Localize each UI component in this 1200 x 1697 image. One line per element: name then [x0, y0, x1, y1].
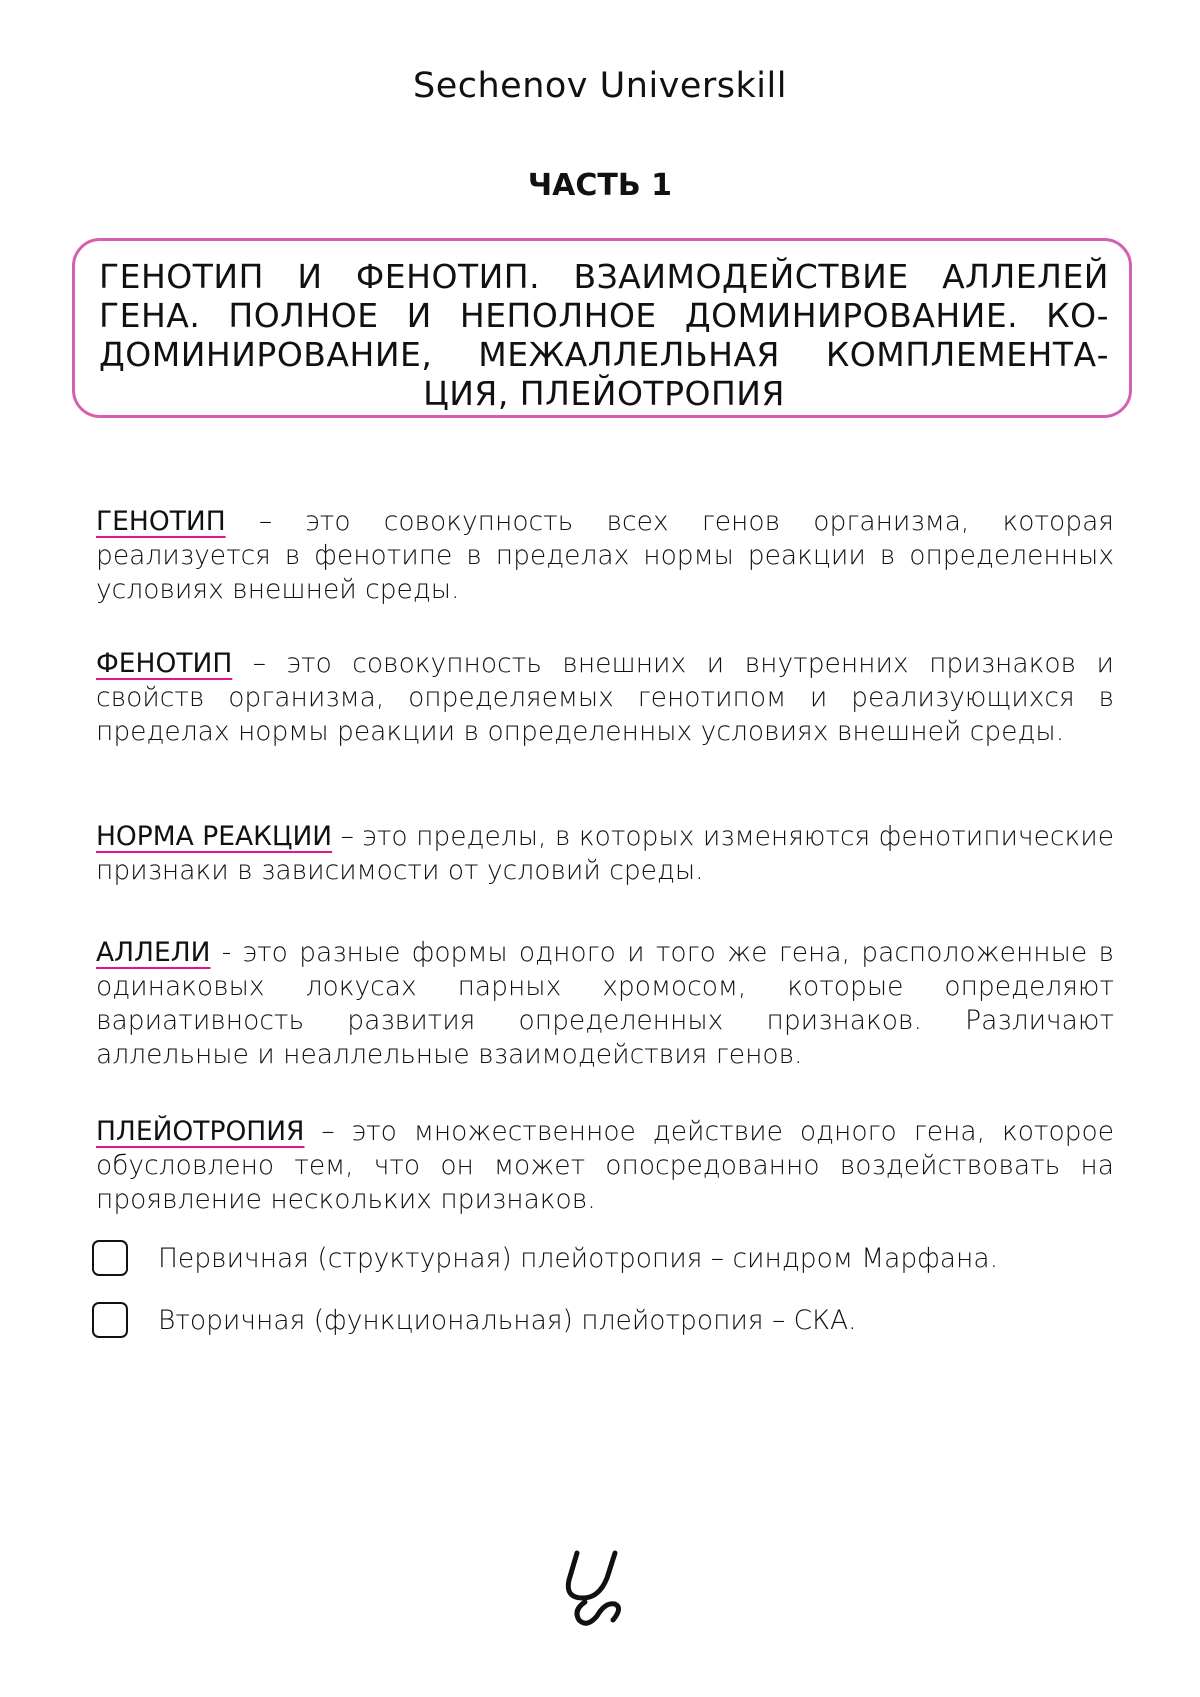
checklist-item[interactable] [92, 1302, 857, 1338]
checklist-item[interactable] [92, 1240, 998, 1276]
definition-phenotype [96, 647, 1114, 749]
definition-text: – это совокупность всех генов организма, которая реализуется в фенотипе в пределах нормы реакции в определенных условиях внешней среды. [96, 506, 1114, 605]
checkbox[interactable] [92, 1302, 128, 1338]
checklist-label: Вторичная (функциональная) плейотропия – СКА. [158, 1304, 857, 1336]
definition-term: АЛЛЕЛИ [96, 937, 211, 968]
definition-text: – это пределы, в которых изменяются фенотипические признаки в зависимости от условий среды. [96, 821, 1114, 886]
checklist-label: Первичная (структурная) плейотропия – синдром Марфана. [158, 1242, 999, 1274]
definition-pleiotropy [96, 1115, 1114, 1217]
definition-text: - это разные формы одного и того же гена, расположенные в одинаковых локусах парных хромосом, которые определяют вариативность развития определенных признаков. Различают аллельные и неаллельные взаимодействия генов. [96, 937, 1114, 1070]
definition-genotype [96, 505, 1114, 607]
definition-term: ПЛЕЙОТРОПИЯ [96, 1116, 305, 1147]
topic-title: ГЕНОТИП И ФЕНОТИП. ВЗАИМОДЕЙСТВИЕ АЛЛЕЛЕЙ ГЕНА. ПОЛНОЕ И НЕПОЛНОЕ ДОМИНИРОВАНИЕ. КО-ДОМИНИРОВАНИЕ, МЕЖАЛЛЕЛЬНАЯ КОМПЛЕМЕНТА-ЦИЯ, ПЛЕЙОТРОПИЯ [99, 257, 1109, 413]
checkbox[interactable] [92, 1240, 128, 1276]
definition-alleles [96, 936, 1114, 1072]
definition-term: ФЕНОТИП [96, 648, 233, 679]
brand-title: Sechenov Universkill [413, 66, 787, 106]
definition-term: ГЕНОТИП [96, 506, 226, 537]
definition-term: НОРМА РЕАКЦИИ [96, 821, 333, 852]
part-heading: ЧАСТЬ 1 [527, 168, 673, 203]
definition-text: – это совокупность внешних и внутренних признаков и свойств организма, определяемых генотипом и реализующихся в пределах нормы реакции в определенных условиях внешней среды. [96, 648, 1114, 747]
us-logo-icon [565, 1550, 635, 1630]
definition-reaction-norm [96, 820, 1114, 888]
definition-text: – это множественное действие одного гена, которое обусловлено тем, что он может опосредованно воздействовать на проявление нескольких признаков. [96, 1116, 1114, 1215]
topic-title-box [72, 238, 1132, 418]
